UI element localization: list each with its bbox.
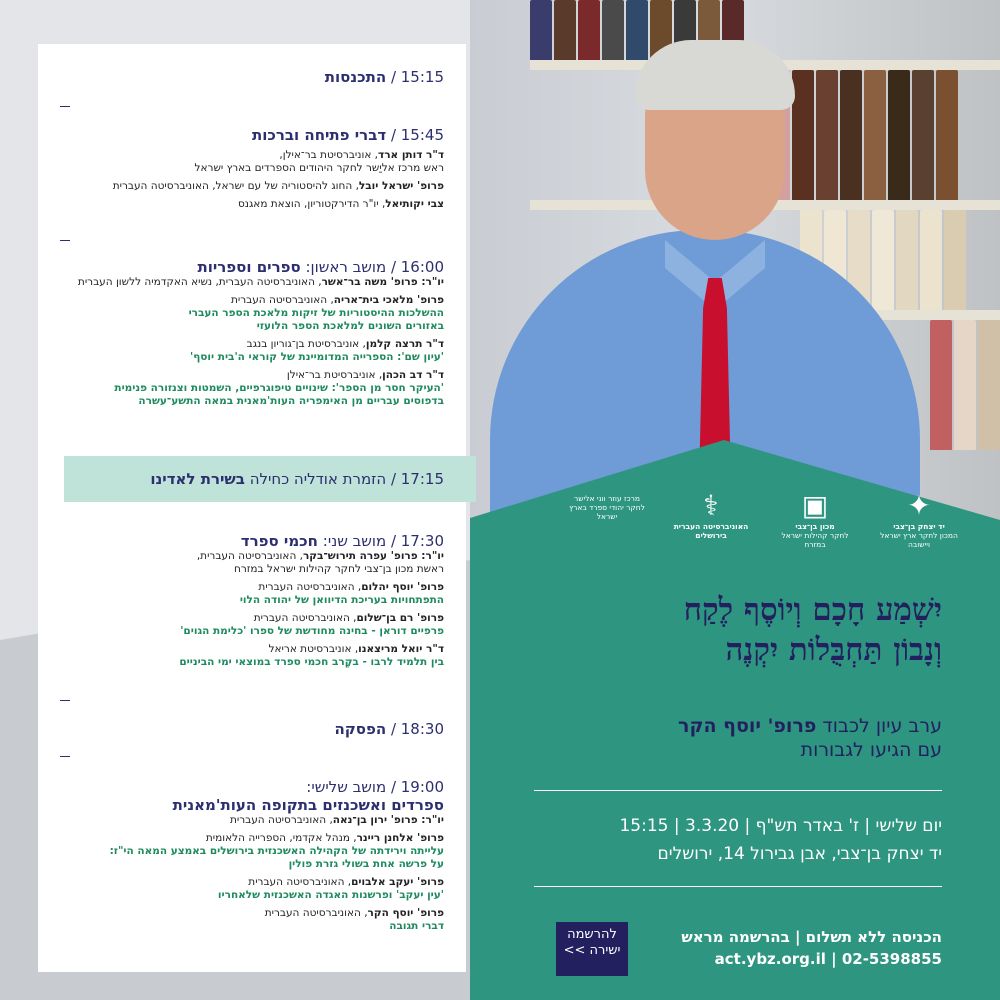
ben-zvi-institute-icon: ▣ xyxy=(801,488,829,522)
speaker-line: צבי יקותיאל, יו"ר הדירקטוריון, הוצאת מאגנס xyxy=(237,198,444,210)
session2-chair: יו"ר: פרופ' עפרה תירוש־בקר, האוניברסיטה העברית, xyxy=(196,550,444,562)
speaker-line: פרופ' ישראל יובל, החוג להיסטוריה של עם ישראל, האוניברסיטה העברית xyxy=(112,180,444,192)
logo-ben-zvi-institute: ▣ מכון בן־צבי לחקר קהילות ישראל במזרח xyxy=(774,488,856,549)
talk-title: בין תלמיד לרבו - בקֶרב חכמי ספרד במוצאי ימי הביניים xyxy=(179,656,444,668)
event-date-time: יום שלישי | ז' באדר תש"ף | 3.3.20 | 15:15 xyxy=(619,816,942,836)
arrival-title: התכנסות xyxy=(324,68,387,86)
headline-line2: וְנָבוֹן תַּחְבֻּלוֹת יִקְנֶה xyxy=(725,632,942,668)
talk-title: בדפוסים עבריים מן האימפריה העות'מאנית במאה התשע־עשרה xyxy=(138,395,444,407)
sponsor-logos xyxy=(560,488,960,558)
person-hair xyxy=(635,40,795,110)
logo-yad-ben-zvi: ✦ יד יצחק בן־צבי המכון לחקר ארץ ישראל ויישובה xyxy=(878,488,960,549)
talk-title: ההשלכות ההיסטוריות של זיקות מלאכת הספר העברי xyxy=(188,307,444,319)
event-subtitle: ערב עיון לכבוד פרופ' יוסף הקר עם הגיעו לגבורות xyxy=(678,715,942,761)
divider xyxy=(534,886,942,887)
opening-title: דברי פתיחה וברכות xyxy=(251,126,387,144)
event-details xyxy=(522,812,942,868)
arrival-item: 15:15 / התכנסות xyxy=(324,68,444,86)
arrival-time: 15:15 xyxy=(400,68,444,86)
talk-title: פרפיים דוראן - בחינה מחודשת של ספרו 'כלימת הגוים' xyxy=(180,625,444,637)
session1-section: 16:00 / מושב ראשון: ספרים וספריות יו"ר: פרופ' משה בר־אשר, האוניברסיטה העברית, נשיא האקדמיה ללשון העברית פרופ' מלאכי בית־אריה, האוניברסיטה העברית ההשלכות ההיסטוריות של זיקות מלאכת הספר העברי באזורים השונים למלאכת הספר הלועזי ד"ר תרצה קלמן, אוניברסיטת בן־גוריון בנגב 'עיון שם': הספרייה המדומיינת של קוראי ה'בית יוסף' ד"ר דב הכהן, אוניברסיטת בר־אילן 'העיקר חסר מן הספר': שינויים טיפוגרפיים, השמטות וצנזורה פנימית בדפוסים עבריים מן האימפריה העות'מאנית במאה התשע־עשרה xyxy=(60,258,444,408)
opening-section: 15:45 / דברי פתיחה וברכות ד"ר דותן ארד, אוניברסיטת בר־אילן, ראש מרכז אליַשר לחקר היהודים הספרדים בארץ ישראל פרופ' ישראל יובל, החוג להיסטוריה של עם ישראל, האוניברסיטה העברית צבי יקותיאל, יו"ר הדירקטוריון, הוצאת מאגנס xyxy=(60,126,444,211)
headline xyxy=(522,590,942,670)
talk-title: עלייתה וירידתה של הקהילה האשכנזית בירושלים באמצע המאה הי"ז: xyxy=(109,845,444,857)
logo-alyashar-center: מרכז עוזר ווני אלישר לחקר יהודי ספרד בארץ ישראל xyxy=(569,494,645,521)
music-band: 17:15 / הזמרת אודליה כחילה בשירת לאדינו xyxy=(64,456,476,502)
program-schedule xyxy=(38,44,466,972)
speaker-line: ד"ר דותן ארד, אוניברסיטת בר־אילן, xyxy=(279,149,444,161)
registration-contact: act.ybz.org.il | 02-5398855 xyxy=(714,950,942,968)
session1-chair: יו"ר: פרופ' משה בר־אשר, האוניברסיטה העברית, נשיא האקדמיה ללשון העברית xyxy=(77,276,444,288)
divider xyxy=(534,790,942,791)
session1-title: ספרים וספריות xyxy=(197,258,301,276)
portrait-photo xyxy=(470,0,1000,520)
break-item: 18:30 / הפסקה xyxy=(334,720,444,738)
registration-info: הכניסה ללא תשלום | בהרשמה מראש act.ybz.org.il | 02-5398855 xyxy=(582,926,942,970)
event-location: יד יצחק בן־צבי, אבן גבירול 14, ירושלים xyxy=(657,844,942,864)
talk-title: על פרשה אחת בשולי גזרת פולין xyxy=(288,858,444,870)
talk-title: 'עיון שם': הספרייה המדומיינת של קוראי ה'בית יוסף' xyxy=(190,351,444,363)
speaker-line: ראש מרכז אליַשר לחקר היהודים הספרדים בארץ ישראל xyxy=(194,162,444,174)
talk-title: התפתחויות בעריכת הדיוואן של יהודה הלוי xyxy=(239,594,444,606)
session2-section: 17:30 / מושב שני: חכמי ספרד יו"ר: פרופ' עפרה תירוש־בקר, האוניברסיטה העברית, ראשת מכון בן־צבי לחקר קהילות ישראל במזרח פרופ' יוסף יהלום, האוניברסיטה העברית התפתחויות בעריכת הדיוואן של יהודה הלוי פרופ' רם בן־שלום, האוניברסיטה העברית פרפיים דוראן - בחינה מחודשת של ספרו 'כלימת הגוים' ד"ר יואל מריצאנו, אוניברסיטת אריאל בין תלמיד לרבו - בקֶרב חכמי ספרד במוצאי ימי הביניים xyxy=(60,532,444,669)
logo-hebrew-university: ⚕ האוניברסיטה העברית בירושלים xyxy=(670,488,752,540)
headline-line1: יִשְׁמַע חָכָם וְיוֹסֶף לֶקַח xyxy=(683,592,942,628)
talk-title: באזורים השונים למלאכת הספר הלועזי xyxy=(256,320,444,332)
hebrew-university-icon: ⚕ xyxy=(703,488,719,522)
talk-title: דברי תגובה xyxy=(389,920,444,932)
honoree-name: פרופ' יוסף הקר xyxy=(678,715,817,737)
session2-title: חכמי ספרד xyxy=(240,532,318,550)
talk-title: 'עין יעקב' ופרשנות האגדה האשכנזית שלאחריו xyxy=(217,889,444,901)
session3-title: ספרדים ואשכנזים בתקופה העות'מאנית xyxy=(172,796,444,814)
register-button[interactable]: להרשמה ישירה >> xyxy=(556,922,628,976)
yad-ben-zvi-icon: ✦ xyxy=(907,488,931,522)
talk-title: 'העיקר חסר מן הספר': שינויים טיפוגרפיים, השמטות וצנזורה פנימית xyxy=(114,382,444,394)
session3-chair: יו"ר: פרופ' ירון בן־נאה, האוניברסיטה העברית xyxy=(229,814,444,826)
session3-section: 19:00 / מושב שלישי: ספרדים ואשכנזים בתקופה העות'מאנית יו"ר: פרופ' ירון בן־נאה, האוניברסיטה העברית פרופ' אלחנן ריינר, מנהל אקדמי, הספרייה הלאומית עלייתה וירידתה של הקהילה האשכנזית בירושלים באמצע המאה הי"ז: על פרשה אחת בשולי גזרת פולין פרופ' יעקב אלבוים, האוניברסיטה העברית 'עין יעקב' ופרשנות האגדה האשכנזית שלאחריו פרופ' יוסף הקר, האוניברסיטה העברית דברי תגובה xyxy=(60,778,444,933)
